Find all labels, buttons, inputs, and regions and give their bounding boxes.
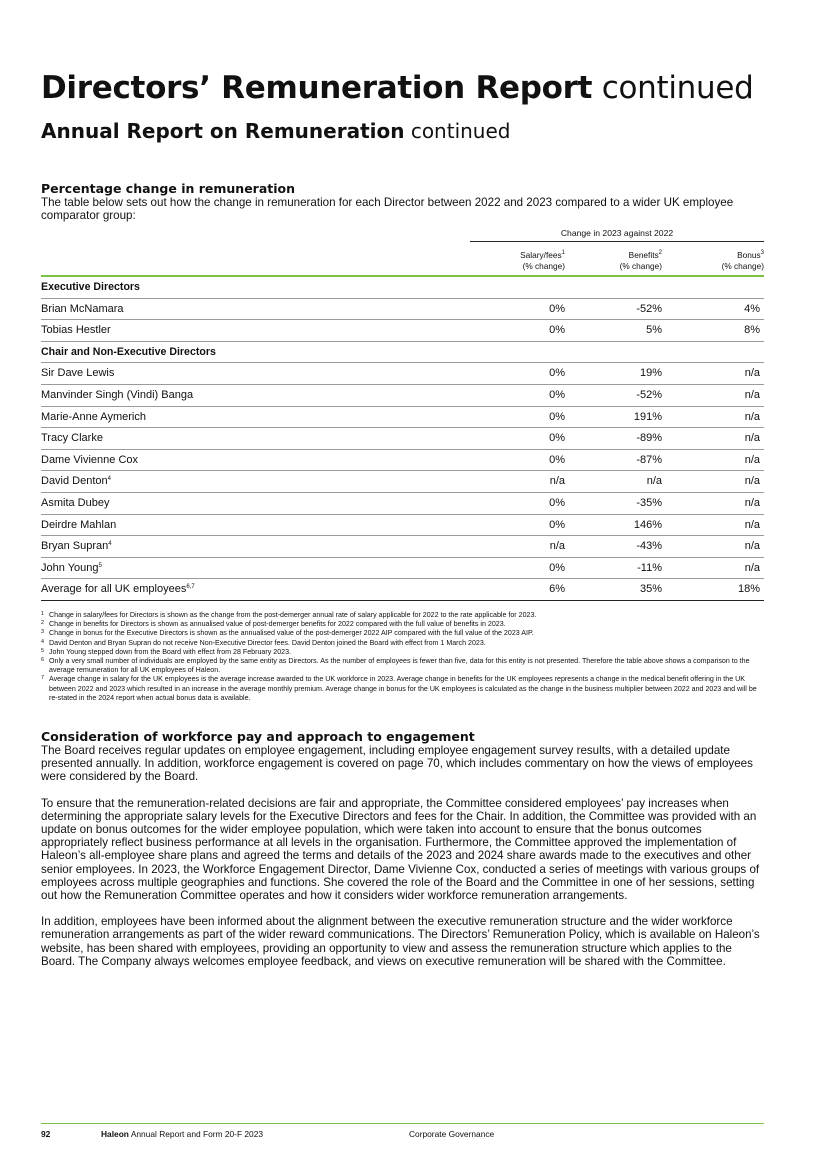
footnote-number: 3: [41, 629, 44, 636]
group-label-nonexec: Chair and Non-Executive Directors: [41, 345, 216, 358]
table-row: [41, 536, 764, 558]
footnote-text: Average change in salary for the UK employees is the average increase awarded to the UK workforce in 2023. Average change in benefits for the UK employees represents a change in the medical benefit offering in the UK between 2022 and 2023 which resulted in an increase in the average monthly premium. Average change in bonus for the UK employees is calculated as the change in the business multiplier between 2022 and 2023 and will be re-stated in the 2024 report when actual bonus data is available.: [49, 675, 757, 702]
cell-salary: 0%: [549, 453, 565, 466]
footer-section: Corporate Governance: [409, 1129, 495, 1139]
footnote: [41, 675, 763, 703]
footnote-number: 2: [41, 620, 44, 627]
column-header-benefits: [620, 250, 662, 271]
row-name-note: 6,7: [186, 584, 195, 591]
page-subtitle-main: Annual Report on Remuneration: [41, 119, 405, 143]
column-header-bonus: [722, 250, 764, 271]
row-name: [41, 450, 138, 471]
table-row: [41, 299, 764, 321]
cell-bonus: n/a: [744, 367, 760, 380]
engagement-paragraph: The Board receives regular updates on employee engagement, including employee engagement survey results, with a detailed update presented annually. In addition, workforce engagement is covered on page 70, which includes commentary on how the views of employees were considered by the Board.: [41, 744, 753, 784]
cell-benefits: -52%: [636, 302, 662, 315]
footnote: [41, 648, 763, 657]
engagement-heading: Consideration of workforce pay and approach to engagement: [41, 729, 475, 744]
cell-salary: 0%: [549, 302, 565, 315]
engagement-paragraph: To ensure that the remuneration-related decisions are fair and appropriate, the Committee considered employees’ pay increases when determining the appropriate salary levels for the Executive Directors and fees for the Chair. In addition, the Committee was provided with an update on bonus outcomes for the wider employee population, which were taken into account to ensure that the bonus outcomes appropriately reflect business performance at all levels in the organisation. Furthermore, the Committee approved the implementation of Haleon’s all-employee share plans and agreed the terms and details of the 2023 and 2024 share awards made to the executives and other senior employees. In 2023, the Workforce Engagement Director, Dame Vivienne Cox, conducted a series of meetings with various groups of employees across multiple geographies and functions. She covered the role of the Board and the Committee in one of her sessions, setting out how the Remuneration Committee operates and how it considers wider workforce remuneration arrangements.: [41, 796, 760, 903]
cell-salary: n/a: [549, 475, 565, 488]
cell-bonus: n/a: [744, 432, 760, 445]
cell-bonus: n/a: [744, 518, 760, 531]
cell-salary: 0%: [549, 367, 565, 380]
footnote-text: Change in bonus for the Executive Directors is shown as the annualised value of the post-demerger 2022 AIP compared with the full value of the 2023 AIP.: [49, 629, 534, 638]
engagement-body: [41, 744, 763, 968]
row-name-text: Manvinder Singh (Vindi) Banga: [41, 388, 194, 401]
footer-rule: [41, 1123, 764, 1124]
table-row: [41, 385, 764, 407]
row-name-note: 4: [107, 476, 111, 483]
row-name: [41, 493, 109, 514]
group-label-executive: Executive Directors: [41, 281, 140, 293]
row-name-text: Average for all UK employees: [41, 583, 187, 596]
footer-report-name: Annual Report and Form 20-F 2023: [130, 1129, 264, 1139]
cell-bonus: n/a: [744, 561, 760, 574]
cell-benefits: 35%: [639, 583, 662, 596]
footnote-text: David Denton and Bryan Supran do not receive Non-Executive Director fees. David Denton joined the Board with effect from 1 March 2023.: [49, 638, 486, 647]
page-title: [41, 68, 753, 108]
page-title-continued: continued: [601, 70, 754, 106]
table-row: [41, 320, 764, 342]
footnote-text: John Young stepped down from the Board with effect from 28 February 2023.: [49, 647, 291, 656]
cell-salary: 6%: [549, 583, 565, 596]
cell-bonus: n/a: [744, 540, 760, 553]
footnote-text: Change in benefits for Directors is shown as annualised value of post-demerger benefits for 2022 compared with the full value of benefits in 2023.: [49, 620, 506, 629]
row-name-text: Bryan Supran: [41, 540, 109, 553]
row-name-note: 5: [98, 562, 102, 569]
cell-salary: 0%: [549, 324, 565, 337]
row-name-text: Tobias Hestler: [41, 324, 111, 337]
cell-benefits: 5%: [646, 324, 662, 337]
cell-benefits: -43%: [636, 540, 662, 553]
column-header-bonus-unit: (% change): [721, 260, 764, 271]
column-header-bonus-label: Bonus: [737, 250, 761, 260]
percentage-change-intro: The table below sets out how the change in remuneration for each Director between 2022 and 2023 compared to a wider UK employee comparator group:: [41, 196, 734, 223]
footnote-number: 6: [41, 657, 44, 664]
footnote: [41, 620, 763, 629]
cell-benefits: -35%: [636, 496, 662, 509]
cell-bonus: n/a: [744, 410, 760, 423]
column-header-benefits-unit: (% change): [619, 260, 662, 271]
cell-salary: 0%: [549, 388, 565, 401]
cell-salary: 0%: [549, 518, 565, 531]
column-header-benefits-label: Benefits: [628, 250, 659, 260]
cell-bonus: n/a: [744, 388, 760, 401]
footnote-number: 1: [41, 611, 44, 617]
page-subtitle: [41, 117, 511, 145]
row-name: [41, 579, 195, 600]
row-name-text: Marie-Anne Aymerich: [41, 410, 146, 423]
cell-salary: 0%: [549, 561, 565, 574]
cell-benefits: 19%: [639, 367, 662, 380]
column-header-salary: [520, 250, 565, 271]
row-name: [41, 363, 114, 384]
footnote: [41, 611, 763, 620]
footnotes: [41, 611, 763, 703]
table-group-header: Change in 2023 against 2022: [470, 226, 764, 242]
cell-bonus: n/a: [744, 475, 760, 488]
engagement-section: [41, 730, 763, 981]
column-header-salary-unit: (% change): [522, 260, 565, 271]
row-name: [41, 385, 193, 406]
footer-brand: Haleon: [101, 1129, 129, 1139]
nonexec-rows: [41, 363, 764, 579]
cell-benefits: n/a: [646, 475, 662, 488]
page-subtitle-continued: continued: [410, 119, 511, 143]
cell-bonus: 18%: [737, 583, 760, 596]
engagement-paragraph: In addition, employees have been informed about the alignment between the executive remuneration structure and the wider workforce remuneration arrangements as part of the wider reward communications. The Directors’ Remuneration Policy, which is available on Haleon’s website, has been shared with employees, providing an opportunity to view and assess the remuneration structure which applies to the Board. The Company always welcomes employee feedback, and views on executive remuneration will be shared with the Committee.: [41, 915, 760, 968]
table-row: [41, 471, 764, 493]
table-row: [41, 515, 764, 537]
cell-benefits: 191%: [633, 410, 662, 423]
row-name-text: Brian McNamara: [41, 302, 124, 315]
footnote-text: Only a very small number of individuals are employed by the same entity as Directors. As the number of employees is fewer than five, data for this entity is not presented. Therefore the table above shows a comparison to the average remuneration for all UK employees of Haleon.: [49, 657, 750, 675]
table-row: [41, 493, 764, 515]
footnote-number: 7: [41, 675, 44, 682]
table-row: [41, 407, 764, 429]
cell-salary: 0%: [549, 410, 565, 423]
percentage-change-section: [41, 182, 763, 222]
page-title-main: Directors’ Remuneration Report: [41, 70, 593, 106]
cell-salary: n/a: [549, 540, 565, 553]
row-name: [41, 299, 124, 320]
row-name-text: Sir Dave Lewis: [41, 367, 115, 380]
cell-benefits: -11%: [637, 561, 662, 574]
footnote: [41, 657, 763, 675]
percentage-change-heading: Percentage change in remuneration: [41, 181, 296, 196]
row-name: [41, 428, 103, 449]
row-name-text: Deirdre Mahlan: [41, 518, 117, 531]
row-name-text: Asmita Dubey: [41, 496, 110, 509]
row-name: [41, 515, 116, 536]
footnote-number: 5: [41, 647, 44, 654]
row-name: [41, 471, 111, 492]
footnote: [41, 639, 763, 648]
table-body: [41, 277, 764, 601]
executive-rows: [41, 299, 764, 342]
cell-bonus: n/a: [744, 496, 760, 509]
table-row: [41, 558, 764, 580]
cell-salary: 0%: [549, 496, 565, 509]
cell-bonus: n/a: [744, 453, 760, 466]
table-row: [41, 363, 764, 385]
row-name-note: 4: [108, 541, 112, 548]
row-name-text: David Denton: [41, 475, 108, 488]
column-header-benefits-note: 2: [658, 250, 662, 256]
table-row: [41, 428, 764, 450]
cell-benefits: -87%: [636, 453, 662, 466]
table-group-row-executive: [41, 277, 764, 299]
footnote-number: 4: [41, 638, 44, 645]
footnote: [41, 629, 763, 638]
row-name: [41, 558, 102, 579]
cell-benefits: 146%: [633, 518, 662, 531]
column-header-bonus-note: 3: [760, 250, 764, 256]
row-name-text: Tracy Clarke: [41, 432, 103, 445]
footer-page-number: 92: [41, 1129, 51, 1139]
cell-bonus: 4%: [744, 302, 760, 315]
column-header-salary-note: 1: [561, 250, 565, 256]
row-name-text: John Young: [41, 561, 99, 574]
row-name: [41, 320, 111, 341]
cell-benefits: -52%: [636, 388, 662, 401]
cell-benefits: -89%: [636, 432, 662, 445]
row-name: [41, 536, 112, 557]
cell-bonus: 8%: [744, 324, 760, 337]
footer-report: [101, 1128, 263, 1140]
table-row-average: [41, 579, 764, 601]
table-group-row-nonexec: [41, 342, 764, 364]
footnote-text: Change in salary/fees for Directors is shown as the change from the post-demerger annual rate of salary applicable for 2022 to the rate applicable for 2023.: [49, 611, 537, 619]
column-header-salary-label: Salary/fees: [520, 250, 562, 260]
row-name-text: Dame Vivienne Cox: [41, 453, 139, 466]
row-name: [41, 407, 146, 428]
cell-salary: 0%: [549, 432, 565, 445]
table-row: [41, 450, 764, 472]
